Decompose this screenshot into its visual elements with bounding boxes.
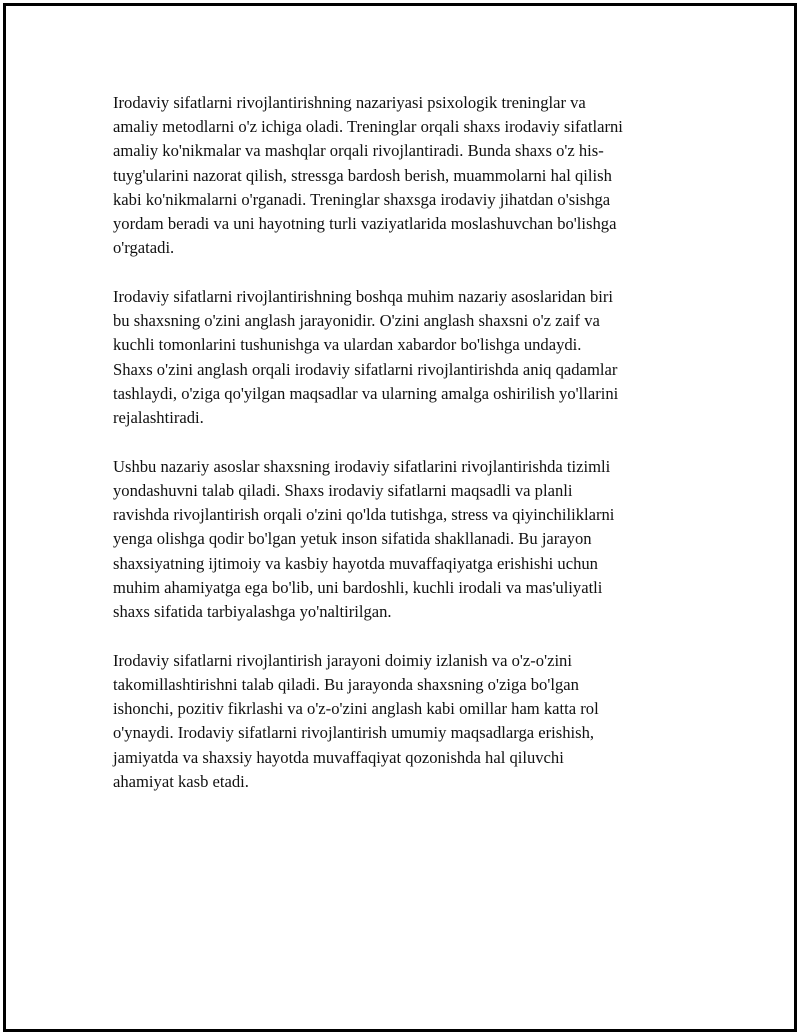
paragraph-3: Ushbu nazariy asoslar shaxsning irodaviy sifatlarini rivojlantirishda tizimli yondashuvni talab qiladi. Shaxs irodaviy sifatlarni maqsadli va planli ravishda rivojlantirish orqali o'zini qo'lda tutishga, stress va qiyinchiliklarni yenga olishga qodir bo'lgan yetuk inson sifatida shakllanadi. Bu jarayon shaxsiyatning ijtimoiy va kasbiy hayotda muvaffaqiyatga erishishi uchun muhim ahamiyatga ega bo'lib, uni bardoshli, kuchli irodali va mas'uliyatli shaxs sifatida tarbiyalashga yo'naltirilgan. (113, 456, 615, 622)
paragraph-2: Irodaviy sifatlarni rivojlantirishning boshqa muhim nazariy asoslaridan biri bu shaxsning o'zini anglash jarayonidir. O'zini anglash shaxsni o'z zaif va kuchli tomonlarini tushunishga va ulardan xabardor bo'lishga undaydi. Shaxs o'zini anglash orqali irodaviy sifatlarni rivojlantirishda aniq qadamlar tashlaydi, o'ziga qo'yilgan maqsadlar va ularning amalga oshirilish yo'llarini rejalashtiradi. (113, 287, 619, 428)
paragraph-1: Irodaviy sifatlarni rivojlantirishning nazariyasi psixologik treninglar va amaliy metodlarni o'z ichiga oladi. Treninglar orqali shaxs irodaviy sifatlarni amaliy ko'nikmalar va mashqlar orqali rivojlantiradi. Bunda shaxs o'z his- tuyg'ularini nazorat qilish, stressga bardosh berish, muammolarni hal qilish kabi ko'nikmalarni o'rganadi. Treninglar shaxsga irodaviy jihatdan o'sishga yordam beradi va uni hayotning turli vaziyatlarida moslashuvchan bo'lishga o'rgatadi. (113, 93, 623, 258)
paragraph-4: Irodaviy sifatlarni rivojlantirish jarayoni doimiy izlanish va o'z-o'zini takomillashtirishni talab qiladi. Bu jarayonda shaxsning o'ziga bo'lgan ishonchi, pozitiv fikrlashi va o'z-o'zini anglash kabi omillar ham katta rol o'ynaydi. Irodaviy sifatlarni rivojlantirish umumiy maqsadlarga erishish, jamiyatda va shaxsiy hayotda muvaffaqiyat qozonishda hal qiluvchi ahamiyat kasb etadi. (113, 650, 599, 791)
document-body (113, 91, 693, 819)
